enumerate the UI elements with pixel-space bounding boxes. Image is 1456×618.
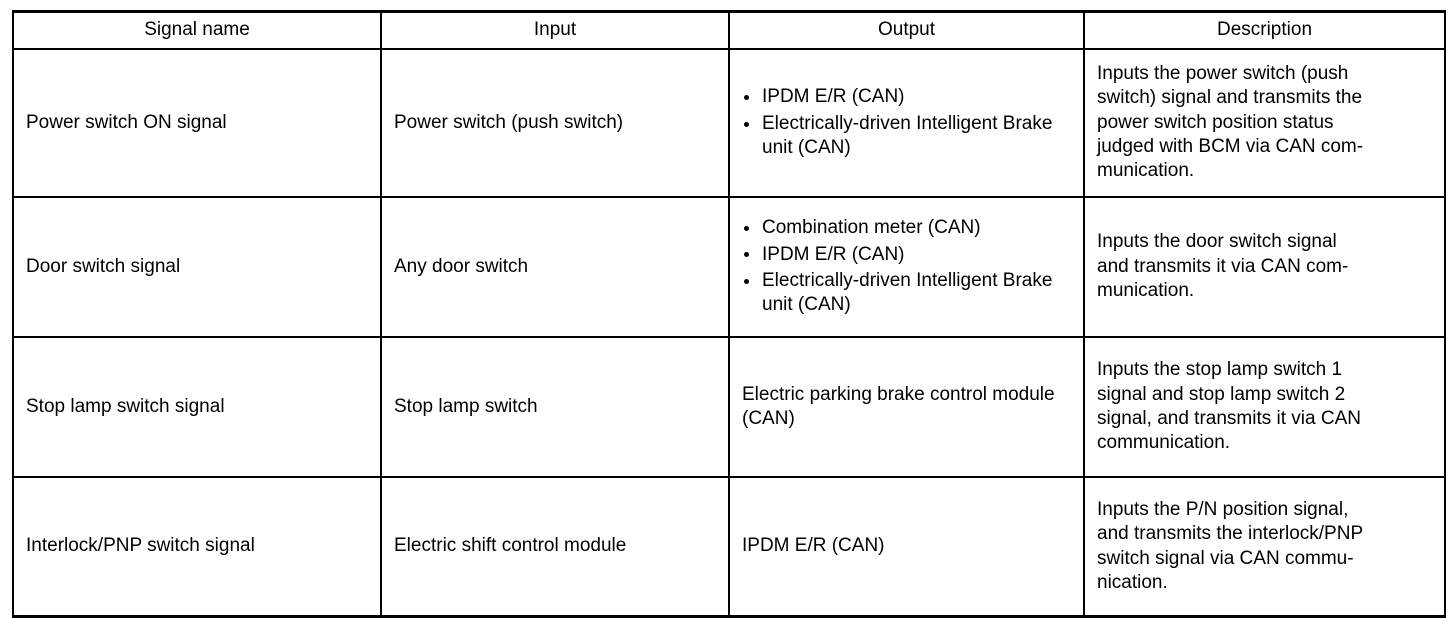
cell-description — [1084, 49, 1445, 197]
table-row — [13, 49, 1445, 197]
description-line: communication. — [1097, 432, 1231, 454]
description-line: power switch position status — [1097, 111, 1334, 133]
cell-output: Electric parking brake control module (CAN) — [729, 337, 1084, 477]
description-line: judged with BCM via CAN com- — [1097, 136, 1364, 157]
cell-output — [729, 197, 1084, 337]
cell-signal-name: Door switch signal — [13, 197, 381, 337]
bullet-icon — [744, 252, 749, 257]
description-line: switch signal via CAN commu- — [1097, 547, 1354, 569]
table-body — [13, 49, 1445, 617]
cell-signal-name: Stop lamp switch signal — [13, 337, 381, 477]
signal-table — [12, 10, 1446, 618]
cell-input: Stop lamp switch — [381, 337, 729, 477]
list-item — [742, 112, 1073, 161]
list-item — [742, 269, 1073, 318]
description-line: nication. — [1097, 571, 1168, 593]
description-line: signal and stop lamp switch 2 — [1097, 383, 1346, 405]
list-item — [742, 85, 1073, 109]
table-row — [13, 337, 1445, 477]
description-line: switch) signal and transmits the — [1097, 87, 1363, 109]
cell-description — [1084, 477, 1445, 617]
bullet-icon — [744, 226, 749, 231]
description-line: Inputs the P/N position signal, — [1097, 498, 1349, 520]
list-item-label: IPDM E/R (CAN) — [762, 243, 905, 265]
list-item — [742, 243, 1073, 267]
cell-input: Any door switch — [381, 197, 729, 337]
list-item-label: Electrically-driven Intelligent Brake unit (CAN) — [762, 269, 1053, 316]
cell-output: IPDM E/R (CAN) — [729, 477, 1084, 617]
list-item — [742, 216, 1073, 240]
table-row — [13, 197, 1445, 337]
bullet-icon — [744, 95, 749, 100]
cell-description — [1084, 337, 1445, 477]
bullet-icon — [744, 122, 749, 127]
cell-output — [729, 49, 1084, 197]
table-row — [13, 477, 1445, 617]
cell-signal-name: Interlock/PNP switch signal — [13, 477, 381, 617]
description-line: signal, and transmits it via CAN — [1097, 407, 1361, 429]
list-item-label: IPDM E/R (CAN) — [762, 86, 905, 108]
cell-input: Power switch (push switch) — [381, 49, 729, 197]
description-line: and transmits it via CAN com- — [1097, 255, 1349, 277]
column-header-description: Description — [1084, 12, 1445, 49]
description-line: munication. — [1097, 160, 1195, 182]
bullet-icon — [744, 279, 749, 284]
description-line: Inputs the stop lamp switch 1 — [1097, 359, 1343, 381]
column-header-signal-name: Signal name — [13, 12, 381, 49]
description-line: and transmits the interlock/PNP — [1097, 523, 1364, 545]
output-list — [742, 85, 1073, 160]
table-header — [13, 12, 1445, 49]
column-header-output: Output — [729, 12, 1084, 49]
list-item-label: Electrically-driven Intelligent Brake unit (CAN) — [762, 112, 1053, 158]
description-line: munication. — [1097, 280, 1195, 301]
list-item-label: Combination meter (CAN) — [762, 217, 981, 239]
output-list — [742, 216, 1073, 317]
table-header-row — [13, 12, 1445, 49]
description-line: Inputs the door switch signal — [1097, 231, 1337, 253]
cell-description — [1084, 197, 1445, 337]
cell-signal-name: Power switch ON signal — [13, 49, 381, 197]
cell-input: Electric shift control module — [381, 477, 729, 617]
description-line: Inputs the power switch (push — [1097, 63, 1349, 85]
column-header-input: Input — [381, 12, 729, 49]
